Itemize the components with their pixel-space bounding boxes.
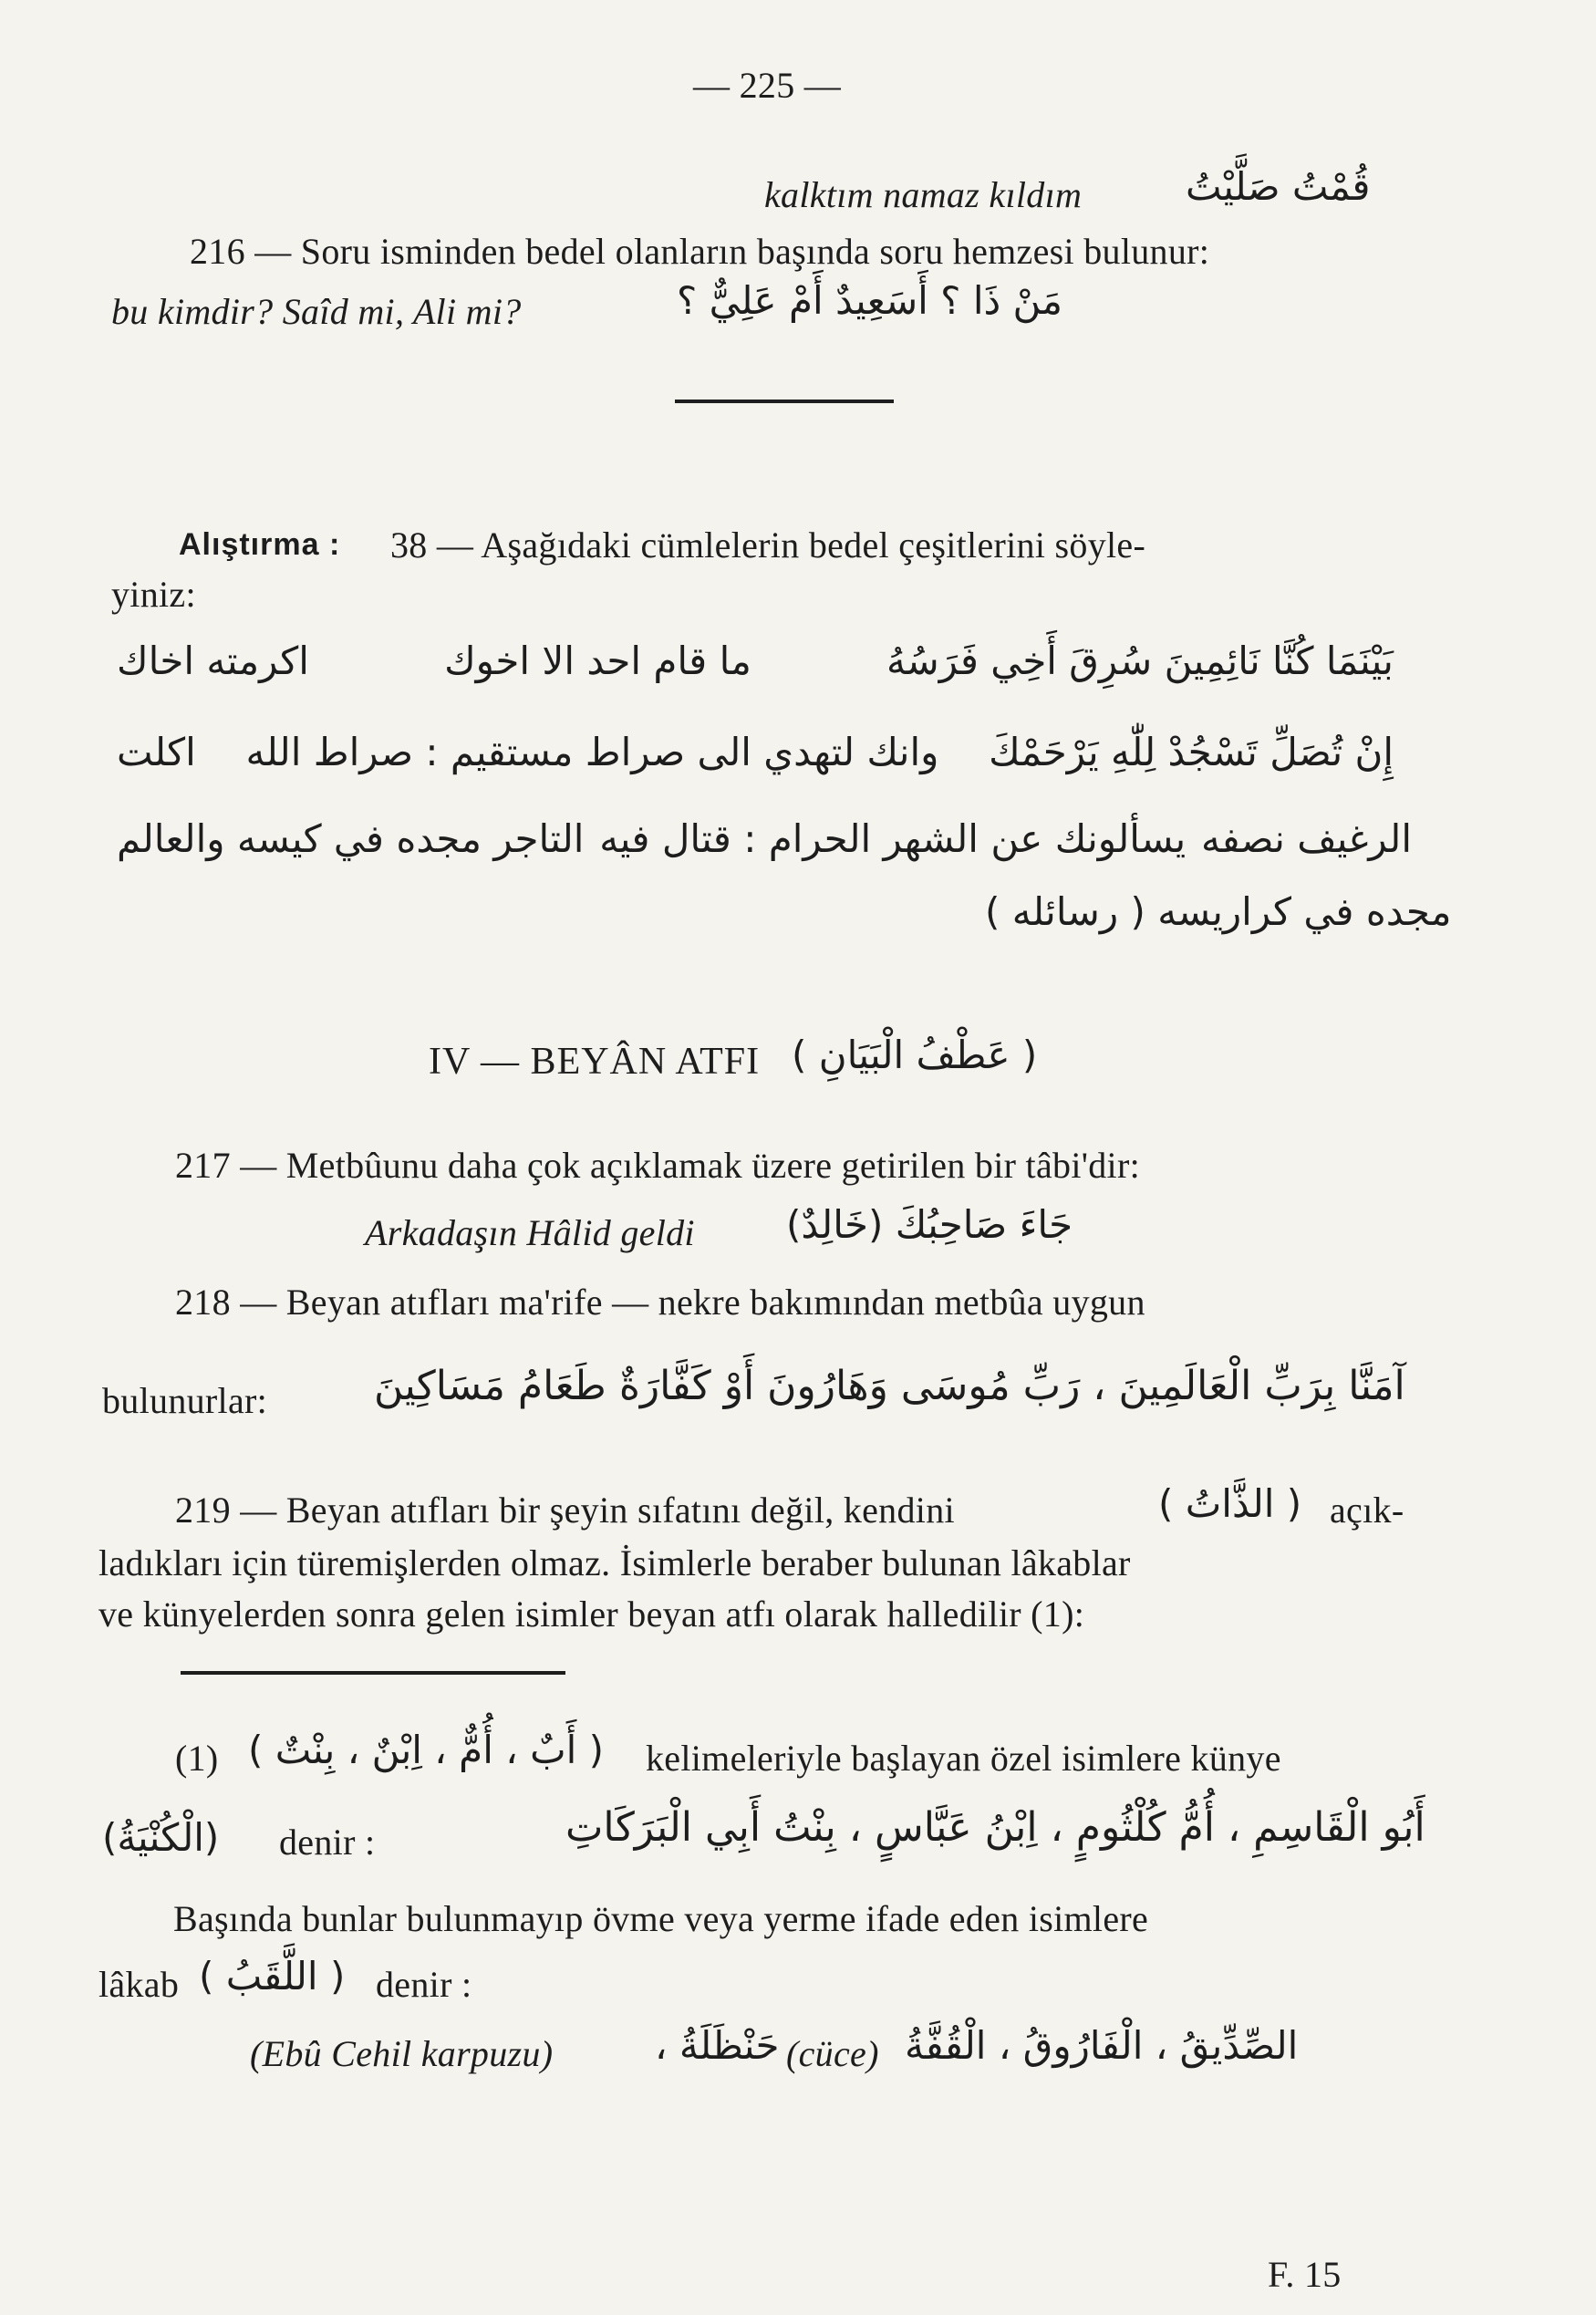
paragraph-219-arabic: ( الذَّاتُ ) — [1158, 1481, 1302, 1526]
exercise-sentence: ما قام احد الا اخوك — [444, 638, 751, 683]
exercise-line-2 — [117, 730, 1394, 774]
footnote-example-arabic-2: الصِّدِّيقُ ، الْفَارُوقُ ، الْقُفَّةُ — [905, 2023, 1299, 2068]
paragraph-219-line-1-end: açık- — [1330, 1490, 1404, 1531]
exercise-sentence: إِنْ تُصَلِّ تَسْجُدْ لِلّٰهِ يَرْحَمْكَ — [989, 730, 1394, 774]
footnote-lakab-arabic: ( اللَّقَبُ ) — [199, 1954, 346, 1998]
footnote-example-arabic-1: حَنْظَلَةُ ، — [655, 2023, 780, 2068]
paragraph-218: 218 — Beyan atıfları ma'rife — nekre bakımından metbûa uygun — [175, 1282, 1145, 1323]
footnote-denir-2: denir : — [376, 1964, 472, 2005]
exercise-line-3 — [117, 816, 1412, 861]
exercise-line-4: مجده في كراريسه ( رسائله ) — [985, 889, 1452, 934]
signature-mark: F. 15 — [1268, 2254, 1342, 2295]
paragraph-216: 216 — Soru isminden bedel olanların başında soru hemzesi bulunur: — [190, 231, 1210, 272]
footnote-rule — [181, 1671, 565, 1675]
footnote-lakab-word: lâkab — [98, 1964, 180, 2005]
exercise-sentence: التاجر مجده في كيسه والعالم — [117, 816, 585, 861]
footnote-example-gloss-2: (cüce) — [786, 2033, 879, 2074]
footnote-text-2: Başında bunlar bulunmayıp övme veya yerme ifade eden isimlere — [173, 1898, 1149, 1939]
exercise-line-1 — [117, 638, 1394, 683]
gloss-line: kalktım namaz kıldım — [764, 174, 1083, 215]
example-217: Arkadaşın Hâlid geldi — [365, 1212, 695, 1253]
exercise-text-2: yiniz: — [111, 574, 196, 615]
paragraph-219-line-1: 219 — Beyan atıfları bir şeyin sıfatını değil, kendini — [175, 1490, 955, 1531]
exercise-sentence: وانك لتهدي الى صراط مستقيم : صراط الله — [245, 730, 939, 774]
footnote-marker: (1) — [175, 1738, 219, 1779]
exercise-text-1: 38 — Aşağıdaki cümlelerin bedel çeşitlerini söyle- — [390, 524, 1146, 566]
section-heading: IV — BEYÂN ATFI — [429, 1041, 761, 1083]
exercise-sentence: بَيْنَمَا كُنَّا نَائِمِينَ سُرِقَ أَخِي فَرَسُهُ — [886, 638, 1394, 683]
paragraph-217: 217 — Metbûunu daha çok açıklamak üzere getirilen bir tâbi'dir: — [175, 1145, 1140, 1186]
footnote-text-1: kelimeleriyle başlayan özel isimlere künye — [646, 1738, 1281, 1779]
example-216: bu kimdir? Saîd mi, Ali mi? — [111, 291, 522, 332]
page-number: — 225 — — [693, 65, 842, 106]
example-216-arabic: مَنْ ذَا ؟ أَسَعِيدٌ أَمْ عَلِيٌّ ؟ — [677, 278, 1063, 323]
separator-rule — [675, 400, 894, 403]
example-218-arabic: آمَنَّا بِرَبِّ الْعَالَمِينَ ، رَبِّ مُوسَى وَهَارُونَ أَوْ كَفَّارَةٌ طَعَامُ مَسَاكِينَ — [374, 1363, 1405, 1409]
gloss-arabic: قُمْتُ صَلَّيْتُ — [1186, 164, 1371, 209]
example-217-arabic: جَاءَ صَاحِبُكَ (خَالِدٌ) — [786, 1202, 1073, 1247]
paragraph-218-label: bulunurlar: — [102, 1380, 268, 1421]
footnote-kunye-arabic: (الْكُنْيَةُ) — [102, 1815, 220, 1860]
exercise-sentence: اكرمته اخاك — [117, 638, 309, 683]
section-heading-arabic: ( عَطْفُ الْبَيَانِ ) — [792, 1033, 1038, 1077]
footnote-words-arabic: ( أَبٌ ، أُمٌّ ، اِبْنٌ ، بِنْتٌ ) — [248, 1728, 605, 1772]
footnote-example-gloss-1: (Ebû Cehil karpuzu) — [250, 2033, 554, 2074]
paragraph-219-line-3: ve künyelerden sonra gelen isimler beyan atfı olarak halledilir (1): — [98, 1594, 1085, 1635]
paragraph-219-line-2: ladıkları için türemişlerden olmaz. İsimlerle beraber bulunan lâkablar — [98, 1542, 1131, 1583]
exercise-label: Alıştırma : — [179, 527, 341, 562]
footnote-denir: denir : — [279, 1822, 376, 1863]
footnote-kunye-examples: أَبُو الْقَاسِمِ ، أُمُّ كُلْثُومٍ ، اِبْنُ عَبَّاسٍ ، بِنْتُ أَبِي الْبَرَكَاتِ — [565, 1804, 1425, 1851]
exercise-sentence: الرغيف نصفه — [1201, 816, 1412, 861]
exercise-sentence: اكلت — [117, 730, 196, 774]
exercise-sentence: يسألونك عن الشهر الحرام : قتال فيه — [599, 816, 1187, 861]
